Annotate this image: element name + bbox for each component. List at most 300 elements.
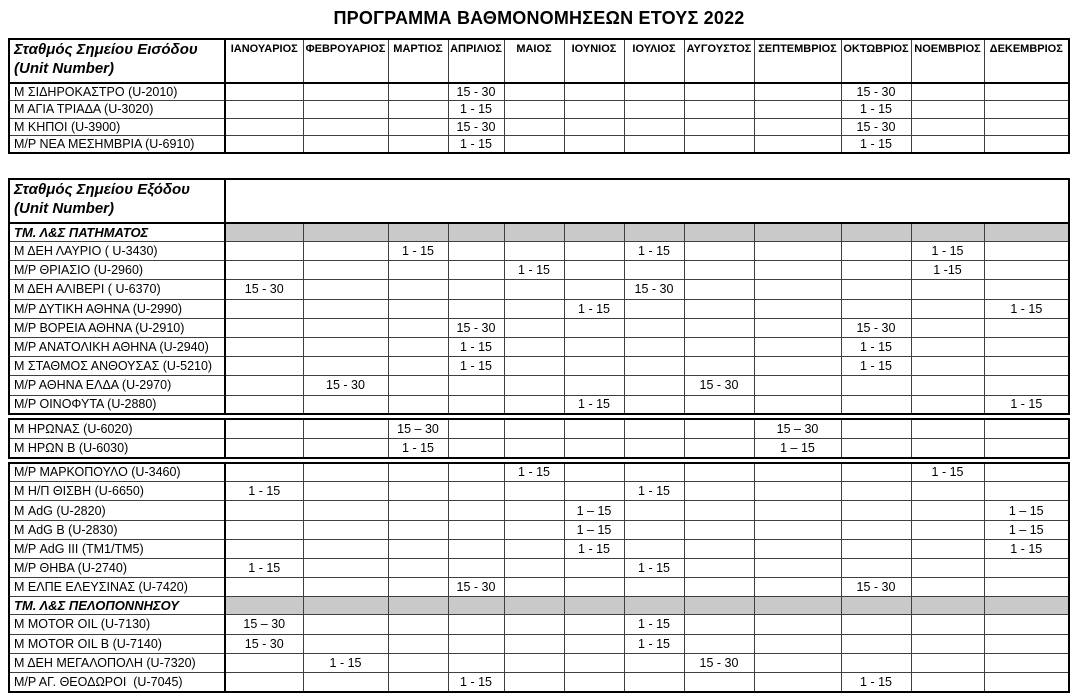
schedule-cell: [624, 101, 684, 119]
schedule-cell: [448, 261, 504, 280]
schedule-cell: [841, 242, 911, 261]
station-header-line1: Σταθμός Σημείου Εξόδου: [14, 181, 191, 198]
schedule-cell: [448, 615, 504, 634]
month-header: ΦΕΒΡΟΥΑΡΙΟΣ: [303, 39, 388, 83]
schedule-cell: [388, 578, 448, 597]
schedule-cell: [624, 419, 684, 438]
schedule-cell: [684, 101, 754, 119]
schedule-cell: 1 - 15: [911, 463, 984, 482]
schedule-cell: [684, 520, 754, 539]
schedule-cell: [388, 615, 448, 634]
schedule-cell: [388, 395, 448, 414]
schedule-cell: [225, 136, 303, 154]
schedule-cell: [303, 395, 388, 414]
schedule-cell: [564, 280, 624, 299]
station-row: [9, 615, 1069, 634]
schedule-cell: 1 - 15: [984, 539, 1069, 558]
table-header-row: [9, 179, 1069, 223]
schedule-cell: [684, 118, 754, 136]
station-name-cell: Μ ΔΕΗ ΛΑΥΡΙΟ ( U-3430): [9, 242, 225, 261]
schedule-cell: [303, 438, 388, 457]
schedule-cell: [225, 261, 303, 280]
month-header: ΝΟΕΜΒΡΙΟΣ: [911, 39, 984, 83]
schedule-cell: 1 - 15: [225, 482, 303, 501]
schedule-cell: [504, 318, 564, 337]
schedule-cell: [684, 463, 754, 482]
schedule-cell: [303, 337, 388, 356]
schedule-cell: [911, 539, 984, 558]
section-band-cell: [564, 223, 624, 242]
schedule-cell: [448, 395, 504, 414]
schedule-cell: [388, 357, 448, 376]
schedule-cell: 1 - 15: [841, 672, 911, 691]
schedule-cell: [911, 118, 984, 136]
schedule-cell: [564, 482, 624, 501]
schedule-cell: [564, 376, 624, 395]
schedule-cell: [564, 242, 624, 261]
schedule-cell: [624, 395, 684, 414]
section-band-cell: [225, 597, 303, 615]
schedule-cell: [754, 520, 841, 539]
schedule-cell: [624, 261, 684, 280]
station-name-cell: Μ ΔΕΗ ΑΛΙΒΕΡΙ ( U-6370): [9, 280, 225, 299]
schedule-cell: [841, 280, 911, 299]
schedule-cell: [911, 438, 984, 457]
schedule-cell: [504, 337, 564, 356]
station-row: [9, 318, 1069, 337]
station-name-cell: Μ ΕΛΠΕ ΕΛΕΥΣΙΝΑΣ (U-7420): [9, 578, 225, 597]
schedule-cell: 15 - 30: [448, 118, 504, 136]
section-title-cell: ΤΜ. Λ&Σ ΠΑΤΗΜΑΤΟΣ: [9, 223, 225, 242]
schedule-cell: [911, 482, 984, 501]
schedule-cell: [388, 482, 448, 501]
schedule-cell: 15 - 30: [684, 376, 754, 395]
section-band-cell: [504, 597, 564, 615]
station-name-cell: Μ ΚΗΠΟΙ (U-3900): [9, 118, 225, 136]
schedule-cell: [754, 337, 841, 356]
schedule-cell: [911, 337, 984, 356]
station-name-cell: Μ ΑΓΙΑ ΤΡΙΑΔΑ (U-3020): [9, 101, 225, 119]
schedule-cell: [504, 615, 564, 634]
schedule-cell: [911, 520, 984, 539]
schedule-cell: [684, 242, 754, 261]
schedule-cell: [564, 578, 624, 597]
schedule-cell: [225, 118, 303, 136]
month-header: ΙΟΥΝΙΟΣ: [564, 39, 624, 83]
schedule-cell: [504, 501, 564, 520]
schedule-cell: 1 -15: [911, 261, 984, 280]
schedule-cell: [754, 376, 841, 395]
schedule-cell: 15 - 30: [448, 318, 504, 337]
schedule-cell: [984, 634, 1069, 653]
schedule-cell: 15 - 30: [225, 280, 303, 299]
schedule-cell: [841, 520, 911, 539]
section-row: [9, 597, 1069, 615]
schedule-cell: [984, 615, 1069, 634]
schedule-cell: [684, 136, 754, 154]
schedule-cell: [624, 83, 684, 101]
station-name-cell: Μ ΗΡΩΝ Β (U-6030): [9, 438, 225, 457]
schedule-cell: 1 - 15: [564, 395, 624, 414]
schedule-cell: [684, 280, 754, 299]
schedule-cell: [754, 118, 841, 136]
table-header-row: [9, 39, 1069, 83]
schedule-cell: [504, 578, 564, 597]
schedule-cell: [754, 463, 841, 482]
schedule-cell: [388, 83, 448, 101]
schedule-cell: [841, 376, 911, 395]
schedule-cell: [984, 83, 1069, 101]
schedule-cell: [684, 299, 754, 318]
schedule-cell: [303, 242, 388, 261]
schedule-cell: 1 - 15: [624, 615, 684, 634]
schedule-cell: [624, 520, 684, 539]
section-band-cell: [684, 223, 754, 242]
schedule-cell: [911, 615, 984, 634]
schedule-cell: [624, 539, 684, 558]
exit-stations-tables: [8, 178, 1089, 693]
schedule-cell: [388, 539, 448, 558]
schedule-cell: [448, 438, 504, 457]
station-header-line2: (Unit Number): [14, 199, 114, 217]
section-band-cell: [841, 597, 911, 615]
schedule-cell: [984, 357, 1069, 376]
schedule-cell: 15 - 30: [841, 318, 911, 337]
section-band-cell: [448, 597, 504, 615]
schedule-cell: 1 - 15: [504, 261, 564, 280]
station-header-line1: Σταθμός Σημείου Εισόδου: [14, 41, 198, 58]
schedule-cell: [984, 136, 1069, 154]
schedule-cell: [504, 419, 564, 438]
schedule-cell: [624, 438, 684, 457]
schedule-cell: [225, 539, 303, 558]
month-header: ΙΟΥΛΙΟΣ: [624, 39, 684, 83]
schedule-cell: [448, 280, 504, 299]
schedule-cell: [624, 299, 684, 318]
schedule-cell: [911, 280, 984, 299]
schedule-cell: [984, 578, 1069, 597]
schedule-cell: 1 - 15: [448, 337, 504, 356]
schedule-cell: [841, 482, 911, 501]
schedule-cell: [684, 578, 754, 597]
station-name-cell: Μ/Ρ ΑΘΗΝΑ ΕΛΔΑ (U-2970): [9, 376, 225, 395]
schedule-cell: [911, 299, 984, 318]
schedule-cell: 15 - 30: [684, 653, 754, 672]
schedule-cell: 1 - 15: [448, 672, 504, 691]
schedule-cell: [984, 242, 1069, 261]
schedule-cell: 1 - 15: [448, 136, 504, 154]
station-name-cell: Μ/Ρ ΝΕΑ ΜΕΣΗΜΒΡΙΑ (U-6910): [9, 136, 225, 154]
schedule-cell: [303, 101, 388, 119]
schedule-cell: 15 – 30: [754, 419, 841, 438]
schedule-cell: 15 - 30: [448, 83, 504, 101]
schedule-cell: [504, 559, 564, 578]
schedule-cell: [984, 261, 1069, 280]
schedule-cell: [225, 419, 303, 438]
schedule-cell: [754, 318, 841, 337]
schedule-cell: [303, 318, 388, 337]
schedule-cell: [448, 501, 504, 520]
schedule-cell: [841, 559, 911, 578]
station-row: [9, 520, 1069, 539]
section-title-cell: ΤΜ. Λ&Σ ΠΕΛΟΠΟΝΝΗΣΟΥ: [9, 597, 225, 615]
station-row: [9, 539, 1069, 558]
schedule-cell: [911, 136, 984, 154]
schedule-cell: [504, 376, 564, 395]
schedule-cell: [684, 615, 754, 634]
schedule-cell: [388, 501, 448, 520]
schedule-cell: [564, 318, 624, 337]
schedule-cell: [504, 299, 564, 318]
schedule-cell: [225, 242, 303, 261]
schedule-cell: 1 - 15: [841, 136, 911, 154]
schedule-cell: [624, 337, 684, 356]
schedule-cell: [504, 653, 564, 672]
schedule-cell: [448, 634, 504, 653]
schedule-cell: [225, 101, 303, 119]
page-title: ΠΡΟΓΡΑΜΜΑ ΒΑΘΜΟΝΟΜΗΣΕΩΝ ΕΤΟΥΣ 2022: [333, 8, 745, 28]
schedule-cell: [984, 118, 1069, 136]
schedule-cell: [564, 653, 624, 672]
station-name-cell: Μ AdG (U-2820): [9, 501, 225, 520]
schedule-cell: 1 - 15: [624, 242, 684, 261]
station-name-cell: Μ/Ρ ΒΟΡΕΙΑ ΑΘΗΝΑ (U-2910): [9, 318, 225, 337]
schedule-cell: [754, 501, 841, 520]
schedule-cell: [841, 299, 911, 318]
station-row: [9, 242, 1069, 261]
schedule-cell: [841, 438, 911, 457]
schedule-cell: [303, 83, 388, 101]
schedule-cell: [754, 578, 841, 597]
schedule-cell: [225, 357, 303, 376]
schedule-cell: 15 - 30: [841, 578, 911, 597]
section-row: [9, 223, 1069, 242]
schedule-cell: [225, 83, 303, 101]
schedule-cell: [911, 318, 984, 337]
schedule-cell: [388, 299, 448, 318]
schedule-cell: [303, 578, 388, 597]
schedule-cell: 1 – 15: [754, 438, 841, 457]
schedule-cell: [911, 376, 984, 395]
schedule-cell: [684, 539, 754, 558]
schedule-cell: [388, 559, 448, 578]
schedule-cell: [754, 634, 841, 653]
schedule-cell: 1 - 15: [624, 559, 684, 578]
month-header: ΔΕΚΕΜΒΡΙΟΣ: [984, 39, 1069, 83]
station-row: [9, 261, 1069, 280]
schedule-cell: [754, 539, 841, 558]
section-band-cell: [984, 223, 1069, 242]
schedule-cell: [303, 419, 388, 438]
schedule-cell: [984, 101, 1069, 119]
schedule-cell: [684, 438, 754, 457]
station-row: [9, 136, 1069, 154]
station-row: [9, 357, 1069, 376]
section-band-cell: [388, 223, 448, 242]
schedule-cell: [754, 482, 841, 501]
schedule-cell: [841, 261, 911, 280]
schedule-cell: [448, 539, 504, 558]
schedule-cell: [841, 463, 911, 482]
station-name-cell: Μ MOTOR OIL (U-7130): [9, 615, 225, 634]
station-row: [9, 376, 1069, 395]
station-name-cell: Μ ΔΕΗ ΜΕΓΑΛΟΠΟΛΗ (U-7320): [9, 653, 225, 672]
station-row: [9, 653, 1069, 672]
schedule-cell: [911, 653, 984, 672]
schedule-cell: 15 - 30: [303, 376, 388, 395]
section-band-cell: [303, 223, 388, 242]
schedule-cell: [564, 118, 624, 136]
schedule-cell: [448, 653, 504, 672]
schedule-cell: [754, 559, 841, 578]
station-row: [9, 438, 1069, 457]
schedule-cell: 15 - 30: [841, 118, 911, 136]
schedule-cell: [225, 376, 303, 395]
schedule-cell: [303, 357, 388, 376]
schedule-cell: [684, 419, 754, 438]
schedule-cell: 1 - 15: [448, 101, 504, 119]
month-header: ΟΚΤΩΒΡΙΟΣ: [841, 39, 911, 83]
schedule-cell: [841, 501, 911, 520]
schedule-cell: [564, 438, 624, 457]
schedule-cell: [504, 438, 564, 457]
station-row: [9, 559, 1069, 578]
schedule-cell: [303, 261, 388, 280]
schedule-cell: [841, 615, 911, 634]
schedule-cell: 1 – 15: [564, 520, 624, 539]
schedule-cell: [984, 438, 1069, 457]
section-band-cell: [225, 223, 303, 242]
schedule-cell: 15 - 30: [448, 578, 504, 597]
schedule-cell: [564, 559, 624, 578]
schedule-cell: 1 - 15: [564, 299, 624, 318]
schedule-cell: [388, 118, 448, 136]
section-band-cell: [684, 597, 754, 615]
schedule-cell: [624, 376, 684, 395]
schedule-cell: [388, 634, 448, 653]
schedule-cell: [754, 653, 841, 672]
schedule-cell: 1 - 15: [841, 357, 911, 376]
schedule-cell: [225, 438, 303, 457]
schedule-cell: [448, 242, 504, 261]
schedule-cell: 1 - 15: [504, 463, 564, 482]
schedule-cell: [911, 578, 984, 597]
schedule-cell: [754, 101, 841, 119]
schedule-cell: [684, 318, 754, 337]
schedule-cell: [303, 634, 388, 653]
schedule-cell: [388, 337, 448, 356]
schedule-cell: [225, 501, 303, 520]
schedule-cell: [448, 419, 504, 438]
schedule-cell: [504, 83, 564, 101]
exit-stations-table-part-1: [8, 178, 1070, 415]
schedule-cell: [624, 501, 684, 520]
schedule-cell: [684, 261, 754, 280]
schedule-cell: [564, 463, 624, 482]
schedule-cell: [754, 395, 841, 414]
schedule-cell: [448, 376, 504, 395]
station-name-cell: Μ ΣΙΔΗΡΟΚΑΣΤΡΟ (U-2010): [9, 83, 225, 101]
month-header: ΙΑΝΟΥΑΡΙΟΣ: [225, 39, 303, 83]
schedule-cell: [754, 136, 841, 154]
station-column-header: [9, 39, 225, 83]
schedule-cell: [303, 559, 388, 578]
month-header: ΜΑΙΟΣ: [504, 39, 564, 83]
schedule-cell: [984, 337, 1069, 356]
schedule-cell: [564, 83, 624, 101]
exit-stations-table-part-2: [8, 418, 1070, 458]
schedule-cell: [624, 653, 684, 672]
schedule-cell: 1 - 15: [984, 299, 1069, 318]
schedule-cell: 1 - 15: [984, 395, 1069, 414]
schedule-cell: [448, 559, 504, 578]
section-band-cell: [504, 223, 564, 242]
schedule-cell: [303, 520, 388, 539]
schedule-cell: [841, 539, 911, 558]
schedule-cell: [841, 653, 911, 672]
schedule-cell: [388, 318, 448, 337]
schedule-cell: [624, 463, 684, 482]
station-name-cell: Μ/Ρ ΘΗΒΑ (U-2740): [9, 559, 225, 578]
station-row: [9, 280, 1069, 299]
schedule-cell: [504, 242, 564, 261]
station-name-cell: Μ/Ρ ΘΡΙΑΣΙΟ (U-2960): [9, 261, 225, 280]
station-row: [9, 118, 1069, 136]
section-band-cell: [911, 223, 984, 242]
header-empty-span: [225, 179, 1069, 223]
schedule-cell: [684, 337, 754, 356]
schedule-cell: 1 - 15: [624, 634, 684, 653]
schedule-cell: [388, 653, 448, 672]
schedule-cell: [754, 615, 841, 634]
schedule-cell: [303, 280, 388, 299]
month-header: ΑΠΡΙΛΙΟΣ: [448, 39, 504, 83]
schedule-cell: [841, 395, 911, 414]
schedule-cell: [448, 482, 504, 501]
schedule-cell: [564, 261, 624, 280]
schedule-cell: [504, 101, 564, 119]
schedule-cell: [504, 634, 564, 653]
schedule-cell: [564, 615, 624, 634]
schedule-cell: [754, 261, 841, 280]
schedule-cell: [504, 136, 564, 154]
schedule-cell: 15 – 30: [225, 615, 303, 634]
schedule-cell: 15 - 30: [225, 634, 303, 653]
schedule-cell: [504, 482, 564, 501]
station-name-cell: Μ/Ρ ΑΝΑΤΟΛΙΚΗ ΑΘΗΝΑ (U-2940): [9, 337, 225, 356]
schedule-cell: [303, 299, 388, 318]
schedule-cell: [504, 395, 564, 414]
schedule-cell: [564, 337, 624, 356]
station-row: [9, 299, 1069, 318]
schedule-cell: [754, 83, 841, 101]
schedule-cell: 15 - 30: [624, 280, 684, 299]
schedule-cell: 1 – 15: [984, 501, 1069, 520]
schedule-cell: [225, 520, 303, 539]
schedule-cell: [984, 559, 1069, 578]
schedule-cell: 1 - 15: [841, 337, 911, 356]
schedule-cell: [388, 261, 448, 280]
station-name-cell: Μ/Ρ ΜΑΡΚΟΠΟΥΛΟ (U-3460): [9, 463, 225, 482]
schedule-cell: [684, 395, 754, 414]
schedule-cell: 1 - 15: [303, 653, 388, 672]
schedule-cell: [624, 118, 684, 136]
station-name-cell: Μ/Ρ ΟΙΝΟΦΥΤΑ (U-2880): [9, 395, 225, 414]
schedule-cell: [754, 280, 841, 299]
schedule-cell: [564, 101, 624, 119]
schedule-cell: [564, 634, 624, 653]
schedule-cell: 15 – 30: [388, 419, 448, 438]
